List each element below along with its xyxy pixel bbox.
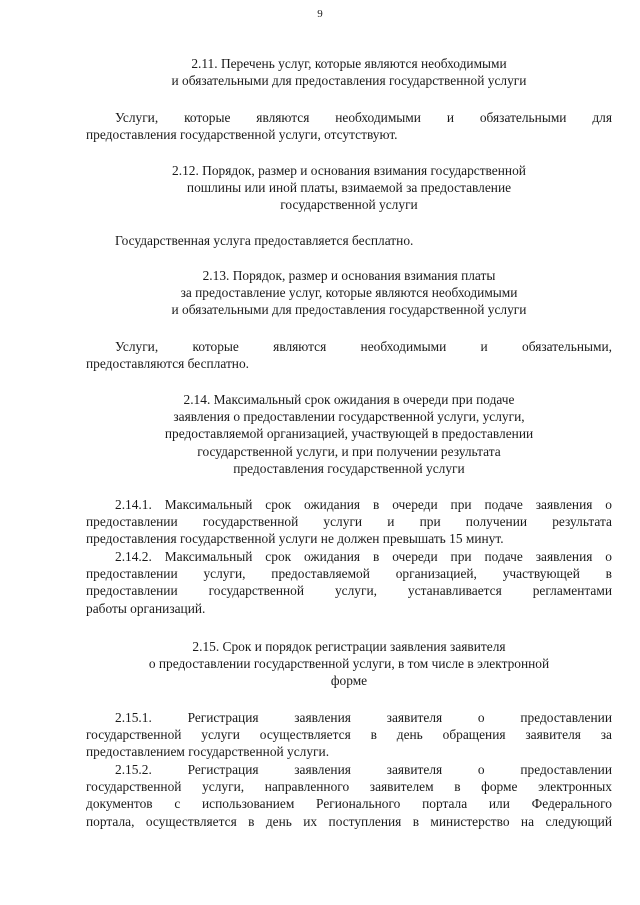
heading-line: о предоставлении государственной услуги, в том числе в электронной (148, 656, 550, 672)
paragraph-2-15-1 (86, 709, 612, 761)
heading-line: пошлины или иной платы, взимаемой за предоставление (186, 180, 512, 196)
paragraph-line: работы организаций. (86, 600, 206, 616)
paragraph-2-14-2 (86, 548, 612, 617)
section-2-15-heading (86, 638, 612, 690)
heading-line: и обязательными для предоставления государственной услуги (171, 302, 527, 318)
paragraph-line: 2.15.2. Регистрация заявления заявителя о предоставлении (115, 762, 612, 777)
paragraph-line: предоставляются бесплатно. (86, 356, 250, 372)
paragraph-line: предоставлении государственной услуги, устанавливается регламентами (86, 583, 612, 599)
paragraph-2-15-2 (86, 761, 612, 830)
heading-line: за предоставление услуг, которые являются необходимыми (180, 285, 518, 301)
paragraph-line: Государственная услуга предоставляется бесплатно. (115, 233, 414, 248)
paragraph-line: предоставлении государственной услуги и при получении результата (86, 514, 612, 530)
paragraph-line: государственной услуги осуществляется в день обращения заявителя за (86, 727, 612, 743)
paragraph-line: портала, осуществляется в день их поступления в министерство на следующий (86, 813, 612, 829)
paragraph-line: предоставления государственной услуги, отсутствуют. (86, 127, 398, 143)
section-2-13-heading (86, 267, 612, 319)
heading-line: 2.14. Максимальный срок ожидания в очереди при подаче (183, 392, 515, 407)
section-2-13-body (86, 338, 612, 372)
paragraph-line: документов с использованием Регионального портала или Федерального (86, 796, 612, 812)
paragraph-line: предоставлении услуги, предоставляемой организацией, участвующей в (86, 566, 612, 582)
paragraph-line: государственной услуги, направленного заявителем в форме электронных (86, 779, 612, 795)
heading-line: и обязательными для предоставления государственной услуги (171, 73, 527, 89)
heading-line: 2.12. Порядок, размер и основания взимания государственной (172, 163, 526, 178)
paragraph-2-14-1 (86, 496, 612, 548)
heading-line: 2.13. Порядок, размер и основания взимания платы (202, 268, 496, 283)
section-2-14-heading (86, 391, 612, 477)
heading-line: форме (330, 673, 368, 689)
section-2-11-heading (86, 55, 612, 89)
paragraph-line: предоставлением государственной услуги. (86, 744, 330, 760)
section-2-11-body (86, 109, 612, 143)
section-2-12-heading (86, 162, 612, 214)
heading-line: 2.15. Срок и порядок регистрации заявления заявителя (192, 639, 506, 654)
paragraph-line: предоставления государственной услуги не должен превышать 15 минут. (86, 531, 504, 547)
paragraph-line: 2.14.2. Максимальный срок ожидания в очереди при подаче заявления о (115, 549, 612, 564)
paragraph-line: Услуги, которые являются необходимыми и обязательными для (115, 110, 612, 125)
heading-line: предоставления государственной услуги (233, 460, 465, 476)
heading-line: заявления о предоставлении государственной услуги, услуги, (173, 409, 525, 425)
paragraph-line: 2.15.1. Регистрация заявления заявителя о предоставлении (115, 710, 612, 725)
paragraph-line: Услуги, которые являются необходимыми и обязательными, (115, 339, 612, 354)
heading-line: государственной услуги, и при получении результата (197, 443, 501, 459)
section-2-12-body (86, 232, 612, 249)
heading-line: государственной услуги (280, 197, 418, 213)
paragraph-line: 2.14.1. Максимальный срок ожидания в очереди при подаче заявления о (115, 497, 612, 512)
heading-line: предоставляемой организацией, участвующей в предоставлении (164, 426, 534, 442)
heading-line: 2.11. Перечень услуг, которые являются необходимыми (191, 56, 507, 71)
page-number: 9 (317, 8, 323, 20)
